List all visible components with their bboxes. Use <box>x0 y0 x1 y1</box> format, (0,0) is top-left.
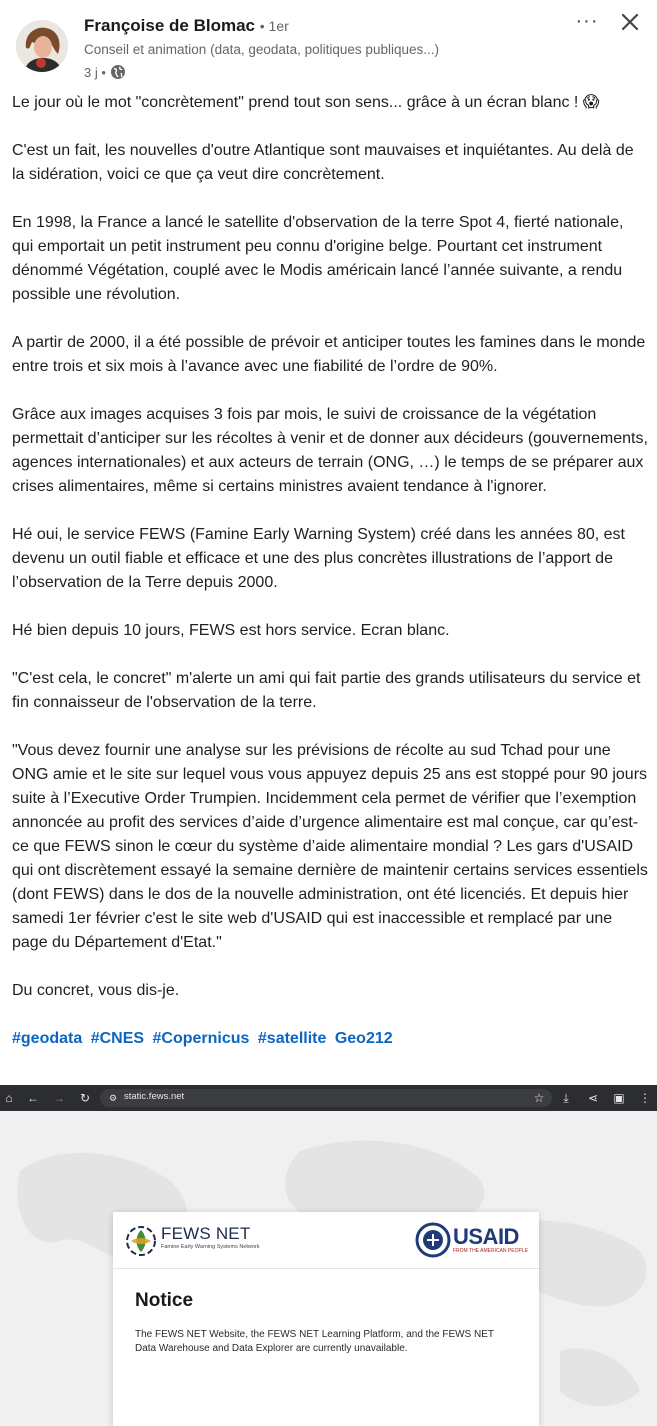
post-paragraph: A partir de 2000, il a été possible de prévoir et anticiper toutes les famines dans le monde entre trois et six mois à l’avance avec une fiabilité de l’ordre de 90%. <box>12 334 646 375</box>
close-icon <box>616 8 644 36</box>
home-icon: ⌂ <box>5 1091 13 1105</box>
trailing-tag[interactable]: Geo212 <box>334 1030 393 1047</box>
download-icon: ⤓ <box>563 1091 569 1105</box>
post-paragraph: Hé oui, le service FEWS (Famine Early Warning System) créé dans les années 80, est devenu un outil fiable et efficace et une des plus concrètes illustrations de l’apport de l’observation de la Terre depuis 2000. <box>12 526 625 591</box>
fews-net-subtitle: Famine Early Warning Systems Network <box>161 1244 260 1250</box>
post-paragraph: Hé bien depuis 10 jours, FEWS est hors service. Ecran blanc. <box>12 622 450 639</box>
author-headline: Conseil et animation (data, geodata, politiques publiques...) <box>84 42 439 57</box>
browser-toolbar <box>0 1085 657 1111</box>
author-name-row <box>84 16 289 36</box>
share-icon: ⋖ <box>587 1091 599 1105</box>
browser-menu-icon: ⋮ <box>639 1091 651 1105</box>
fews-net-title: FEWS NET <box>161 1224 251 1243</box>
url-text: static.fews.net <box>124 1091 185 1102</box>
usaid-seal-icon <box>415 1222 451 1258</box>
author-avatar[interactable] <box>16 20 68 72</box>
post-paragraph: Du concret, vous dis-je. <box>12 982 180 999</box>
card-divider <box>113 1268 539 1269</box>
hashtag-link[interactable]: #geodata <box>12 1030 83 1047</box>
post-time: 3 j • <box>84 64 106 80</box>
post-text <box>12 91 648 1051</box>
hashtag-link[interactable]: #CNES <box>90 1030 145 1047</box>
reload-icon: ↻ <box>79 1091 91 1105</box>
post-paragraph: C'est un fait, les nouvelles d'outre Atlantique sont mauvaises et inquiétantes. Au delà de la sidération, voici ce que ça veut dire concrètement. <box>12 142 634 183</box>
avatar-portrait <box>16 20 68 72</box>
connection-degree: • 1er <box>259 18 289 34</box>
author-name[interactable]: Françoise de Blomac <box>84 16 256 35</box>
notice-text: The FEWS NET Website, the FEWS NET Learning Platform, and the FEWS NET Data Warehouse and Data Explorer are currently unavailable. <box>135 1329 494 1354</box>
forward-icon: → <box>53 1091 65 1105</box>
usaid-logo <box>415 1222 529 1260</box>
bookmark-star-icon: ☆ <box>533 1091 545 1105</box>
hashtag-link[interactable]: #Copernicus <box>152 1030 250 1047</box>
post-paragraph: En 1998, la France a lancé le satellite d'observation de la terre Spot 4, fierté nationale, qui emportait un petit instrument peu connu d'origine belge. Pourtant cet instrument dénommé Végétation, couplé avec le Modis américain lancé l’année suivante, a rendu possible une révolution. <box>12 214 624 303</box>
address-bar <box>100 1089 552 1107</box>
usaid-subtitle: FROM THE AMERICAN PEOPLE <box>453 1248 528 1254</box>
close-button[interactable] <box>616 8 644 36</box>
usaid-title: USAID <box>453 1224 519 1249</box>
hashtag-row <box>12 1027 648 1051</box>
back-icon: ← <box>27 1091 39 1105</box>
tab-switch-icon: ▣ <box>613 1091 625 1105</box>
notice-heading: Notice <box>135 1290 194 1311</box>
notice-card <box>113 1212 539 1426</box>
attached-image[interactable] <box>0 1085 657 1426</box>
more-options-button[interactable]: ··· <box>575 10 599 32</box>
post-paragraph: "Vous devez fournir une analyse sur les prévisions de récolte au sud Tchad pour une ONG amie et le site sur lequel vous vous appuyez depuis 25 ans est stoppé pour 90 jours suite à l’Executive Order Trumpien. Incidemment cela permet de vérifier que l’exemption annoncée au profit des services d’aide d’urgence alimentaire est mal conçue, car qu’est-ce que FEWS sinon le cœur du système d’aide alimentaire mondial ? Les gars d'USAID qui ont discrètement essayé la semaine dernière de maintenir certains services essentiels (dont FEWS) dans le dos de la nouvelle administration, ont été licenciés. Et depuis hier samedi 1er février c'est le site web d'USAID qui est inaccessible et remplacé par une page du Département d'Etat." <box>12 742 648 951</box>
globe-icon <box>110 64 126 80</box>
post-paragraph: Le jour où le mot "concrètement" prend tout son sens... grâce à un écran blanc ! 😱 <box>12 94 600 111</box>
fews-net-logo <box>125 1224 305 1258</box>
post-paragraph: Grâce aux images acquises 3 fois par mois, le suivi de croissance de la végétation permettait d’anticiper sur les récoltes à venir et de donner aux décideurs (gouvernements, agences internationales) et aux acteurs de terrain (ONG, …) le temps de se préparer aux crises alimentaires, même si certains ministres avaient tendance à l'ignorer. <box>12 406 648 495</box>
post-meta <box>84 64 126 80</box>
post-header <box>0 0 657 92</box>
post-paragraph: "C'est cela, le concret" m'alerte un ami qui fait partie des grands utilisateurs du service et fin connaisseur de l'observation de la terre. <box>12 670 641 711</box>
fews-leaf-icon <box>125 1224 157 1258</box>
hashtag-link[interactable]: #satellite <box>257 1030 327 1047</box>
site-info-icon: ⚙ <box>108 1093 118 1103</box>
